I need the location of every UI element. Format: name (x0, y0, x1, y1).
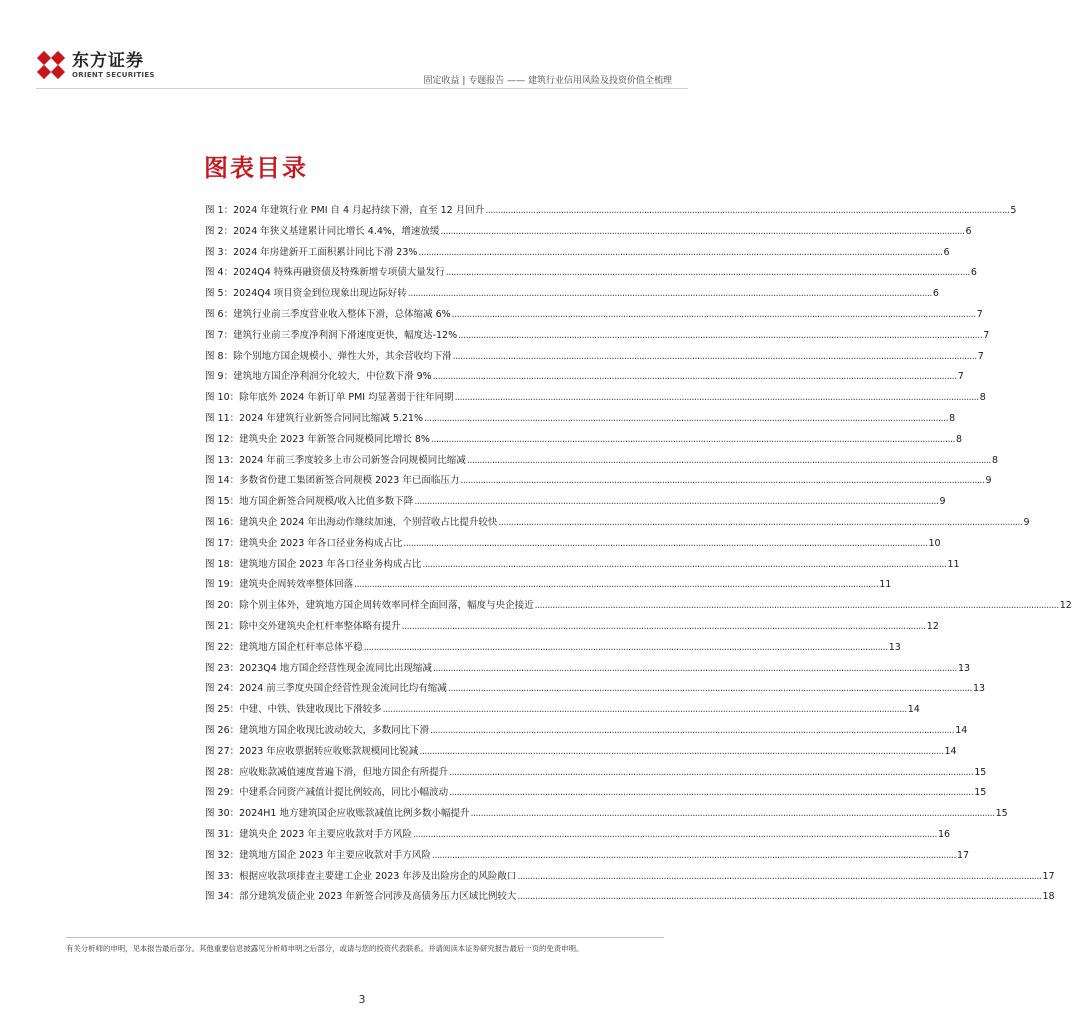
toc-entry-page: 7 (977, 350, 984, 362)
toc-entry[interactable] (205, 327, 990, 348)
orient-logo-icon (36, 50, 66, 80)
toc-dot-leader (414, 496, 938, 507)
toc-entry[interactable] (205, 285, 939, 306)
toc-entry-page: 15 (995, 808, 1008, 820)
toc-entry-label: 图 27：2023 年应收票据转应收账款规模同比锐减 (205, 745, 419, 757)
toc-entry[interactable] (205, 556, 960, 577)
toc-entry-label: 图 19：建筑央企周转效率整体回落 (205, 579, 354, 591)
toc-dot-leader (535, 600, 1059, 611)
toc-dot-leader (449, 767, 973, 778)
toc-entry-label: 图 15：地方国企新签合同规模/收入比值多数下降 (205, 496, 414, 508)
toc-entry[interactable] (205, 784, 987, 805)
toc-entry-label: 图 10：除年底外 2024 年新订单 PMI 均显著弱于往年同期 (205, 392, 454, 404)
toc-entry-label: 图 5：2024Q4 项目资金到位现象出现边际好转 (205, 288, 407, 300)
toc-entry-label: 图 17：建筑央企 2023 年各口径业务构成占比 (205, 537, 403, 549)
toc-entry-page: 5 (1010, 205, 1017, 216)
toc-entry-page: 12 (1059, 600, 1072, 612)
toc-dot-leader (430, 725, 954, 736)
toc-dot-leader (383, 704, 907, 715)
toc-dot-leader (422, 559, 946, 570)
toc-dot-leader (485, 205, 1009, 216)
logo-chinese-name: 东方证券 (72, 50, 144, 71)
toc-entry[interactable] (205, 452, 998, 473)
toc-entry-label: 图 11：2024 年建筑行业新签合同同比缩减 5.21% (205, 412, 424, 424)
toc-entry-page: 11 (947, 558, 960, 570)
toc-entry[interactable] (205, 847, 970, 868)
toc-entry-label: 图 33：根据应收款项排查主要建工企业 2023 年涉及出险房企的风险敞口 (205, 870, 517, 882)
toc-entry[interactable] (205, 597, 1072, 618)
toc-entry[interactable] (205, 743, 957, 764)
toc-entry[interactable] (205, 868, 1055, 889)
toc-entry-label: 图 7：建筑行业前三季度净利润下滑速度更快，幅度达-12% (205, 329, 458, 341)
toc-entry[interactable] (205, 660, 971, 681)
toc-entry[interactable] (205, 576, 892, 597)
toc-entry-page: 6 (943, 246, 950, 258)
toc-entry-label: 图 16：建筑央企 2024 年出海动作继续加速，个别营收占比提升较快 (205, 516, 498, 528)
toc-entry-label: 图 25：中建、中铁、铁建收现比下滑较多 (205, 704, 382, 716)
toc-entry-label: 图 4：2024Q4 特殊再融资债及特殊新增专项债大量发行 (205, 267, 445, 279)
toc-entry-page: 8 (979, 392, 986, 404)
toc-entry[interactable] (205, 514, 1030, 535)
toc-dot-leader (413, 829, 937, 840)
toc-entry-page: 12 (926, 620, 939, 632)
toc-entry[interactable] (205, 826, 951, 847)
toc-entry-page: 17 (1042, 870, 1055, 882)
toc-dot-leader (471, 808, 995, 819)
toc-entry-page: 7 (976, 308, 983, 320)
toc-dot-leader (455, 392, 979, 403)
toc-dot-leader (432, 850, 956, 861)
toc-entry-page: 17 (956, 849, 970, 861)
toc-entry-page: 6 (965, 225, 972, 237)
toc-entry[interactable] (205, 722, 968, 743)
toc-entry-label: 图 2：2024 年狭义基建累计同比增长 4.4%，增速放缓 (205, 225, 440, 237)
toc-entry-label: 图 28：应收账款减值速度普遍下滑，但地方国企有所提升 (205, 766, 449, 778)
toc-entry-page: 13 (972, 683, 986, 695)
toc-entry[interactable] (205, 680, 986, 701)
toc-dot-leader (460, 475, 984, 486)
toc-entry-page: 7 (957, 371, 964, 383)
toc-dot-leader (418, 247, 942, 258)
toc-entry[interactable] (205, 244, 950, 265)
toc-entry[interactable] (205, 368, 964, 389)
toc-entry[interactable] (205, 618, 939, 639)
toc-entry-page: 14 (944, 745, 957, 757)
toc-entry-label: 图 18：建筑地方国企 2023 年各口径业务构成占比 (205, 558, 422, 570)
toc-entry-label: 图 26：建筑地方国企收现比波动较大，多数同比下滑 (205, 724, 430, 736)
toc-entry-page: 7 (983, 329, 990, 341)
toc-entry-label: 图 12：建筑央企 2023 年新签合同规模同比增长 8% (205, 433, 430, 445)
toc-entry[interactable] (205, 472, 992, 493)
toc-entry-page: 18 (1042, 891, 1055, 903)
toc-entry[interactable] (205, 202, 1017, 223)
toc-entry-page: 9 (1023, 516, 1030, 528)
toc-entry-page: 16 (937, 828, 951, 840)
toc-entry-page: 14 (907, 704, 920, 716)
toc-dot-leader (449, 787, 973, 798)
toc-entry-label: 图 22：建筑地方国企杠杆率总体平稳 (205, 641, 363, 653)
toc-entry-label: 图 30：2024H1 地方建筑国企应收账款减值比例多数小幅提升 (205, 808, 470, 820)
toc-entry-page: 10 (928, 537, 941, 549)
toc-entry-label: 图 14：多数省份建工集团新签合同规模 2023 年已面临压力 (205, 475, 460, 487)
toc-entry-page: 15 (974, 766, 987, 778)
toc-entry[interactable] (205, 888, 1055, 909)
toc-dot-leader (453, 351, 977, 362)
report-path: 固定收益 | 专题报告 —— 建筑行业信用风险及投资价值全梳理 (423, 76, 672, 86)
toc-entry-page: 8 (991, 454, 998, 466)
toc-entry[interactable] (205, 764, 987, 785)
toc-dot-leader (402, 621, 926, 632)
toc-entry-page: 14 (955, 724, 968, 736)
toc-entry-page: 8 (949, 412, 956, 424)
toc-entry-page: 13 (957, 662, 971, 674)
toc-entry-label: 图 23：2023Q4 地方国企经营性现金流同比出现缩减 (205, 662, 432, 674)
toc-list (205, 202, 1072, 909)
logo-english-name: ORIENT SECURITIES (72, 70, 155, 79)
toc-entry[interactable] (205, 223, 972, 244)
toc-entry[interactable] (205, 639, 901, 660)
toc-dot-leader (498, 517, 1022, 528)
toc-entry-label: 图 24：2024 前三季度央国企经营性现金流同比均有缩减 (205, 683, 447, 695)
toc-entry-label: 图 1：2024 年建筑行业 PMI 自 4 月起持续下滑，直至 12 月回升 (205, 205, 485, 216)
toc-title: 图表目录 (204, 154, 308, 182)
toc-entry-page: 6 (970, 267, 977, 279)
toc-entry-page: 9 (985, 475, 992, 487)
page-number: 3 (358, 993, 366, 1006)
toc-entry-label: 图 21：除中交外建筑央企杠杆率整体略有提升 (205, 620, 401, 632)
toc-dot-leader (517, 871, 1041, 882)
toc-dot-leader (467, 455, 991, 466)
toc-dot-leader (419, 746, 943, 757)
header-divider (36, 88, 688, 89)
toc-entry-label: 图 32：建筑地方国企 2023 年主要应收款对手方风险 (205, 849, 431, 861)
toc-entry[interactable] (205, 348, 984, 369)
toc-dot-leader (452, 309, 976, 320)
toc-dot-leader (424, 413, 948, 424)
toc-entry-page: 6 (932, 288, 939, 300)
toc-entry-label: 图 34：部分建筑发债企业 2023 年新签合同涉及高债务压力区域比例较大 (205, 891, 517, 903)
toc-entry-page: 13 (888, 641, 901, 653)
toc-entry-label: 图 13：2024 年前三季度较多上市公司新签合同规模同比缩减 (205, 454, 466, 466)
toc-entry-label: 图 29：中建系合同资产减值计提比例较高，同比小幅波动 (205, 787, 449, 799)
toc-entry[interactable] (205, 306, 983, 327)
toc-dot-leader (433, 663, 957, 674)
toc-entry[interactable] (205, 410, 956, 431)
toc-dot-leader (458, 330, 982, 341)
toc-dot-leader (354, 579, 878, 590)
toc-entry[interactable] (205, 805, 1008, 826)
toc-entry[interactable] (205, 535, 941, 556)
disclaimer: 有关分析师的申明，见本报告最后部分。其他重要信息披露见分析师申明之后部分，或请与您的投资代表联系。并请阅读本证券研究报告最后一页的免责申明。 (66, 944, 584, 953)
toc-entry-page: 11 (879, 579, 892, 591)
toc-entry-label: 图 8：除个别地方国企规模小、弹性大外，其余营收均下滑 (205, 350, 452, 362)
toc-entry[interactable] (205, 264, 977, 285)
toc-entry[interactable] (205, 389, 986, 410)
toc-entry-label: 图 20：除个别主体外，建筑地方国企周转效率同样全面回落，幅度与央企接近 (205, 600, 534, 612)
toc-dot-leader (431, 434, 955, 445)
toc-entry-label: 图 9：建筑地方国企净利润分化较大，中位数下滑 9% (205, 371, 432, 383)
toc-entry[interactable] (205, 701, 920, 722)
toc-entry-page: 8 (956, 433, 963, 445)
toc-dot-leader (448, 683, 972, 694)
toc-dot-leader (446, 267, 970, 278)
company-logo (36, 50, 155, 80)
toc-entry-page: 15 (974, 787, 987, 799)
toc-entry-label: 图 3：2024 年房建新开工面积累计同比下滑 23% (205, 246, 418, 258)
toc-entry[interactable] (205, 493, 946, 514)
toc-dot-leader (440, 226, 964, 237)
toc-entry[interactable] (205, 431, 963, 452)
footer-divider (66, 937, 664, 938)
toc-entry-page: 9 (939, 496, 946, 508)
toc-dot-leader (403, 538, 927, 549)
toc-dot-leader (364, 642, 888, 653)
toc-entry-label: 图 31：建筑央企 2023 年主要应收款对手方风险 (205, 828, 412, 840)
toc-dot-leader (517, 891, 1041, 902)
toc-dot-leader (408, 288, 932, 299)
toc-entry-label: 图 6：建筑行业前三季度营业收入整体下滑，总体缩减 6% (205, 308, 451, 320)
toc-dot-leader (433, 371, 957, 382)
